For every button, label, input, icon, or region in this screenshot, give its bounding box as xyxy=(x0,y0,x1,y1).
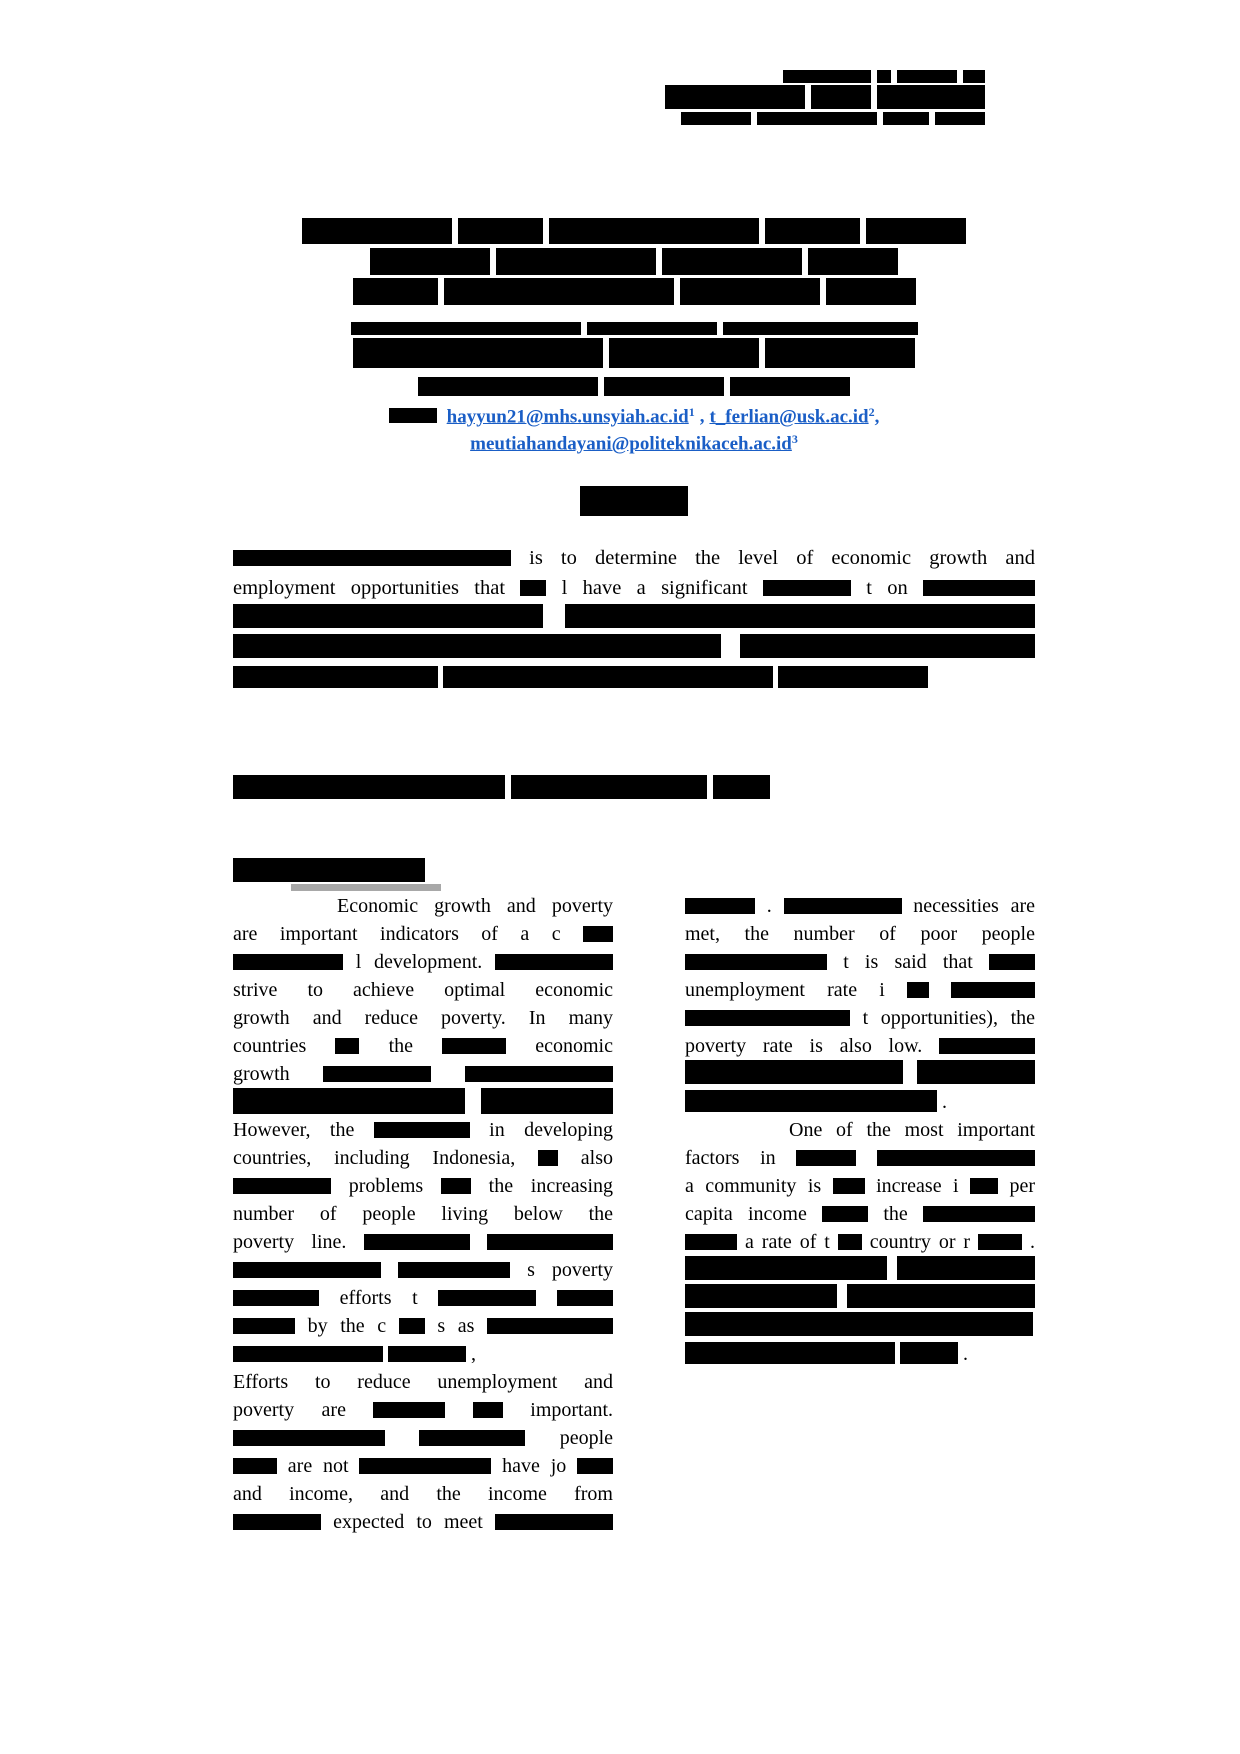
redaction-bar xyxy=(419,1430,525,1446)
text-line xyxy=(233,1060,613,1088)
redaction-bar xyxy=(418,377,598,396)
text-fragment: capita income xyxy=(685,1203,807,1225)
text-fragment: is to determine the level of economic growth and xyxy=(529,547,1035,569)
redaction-bar xyxy=(685,954,827,970)
text-fragment: are important indicators of a c xyxy=(233,923,561,945)
redaction-bar xyxy=(323,1066,431,1082)
redaction-bar xyxy=(233,1430,385,1446)
text-fragment: t opportunities), the xyxy=(862,1007,1035,1029)
text-line xyxy=(233,1004,613,1032)
redaction-row xyxy=(681,112,985,125)
text-fragment: and income, and the income from xyxy=(233,1483,613,1505)
redaction-bar xyxy=(685,898,755,914)
paper-title-redacted xyxy=(233,218,1035,305)
text-line xyxy=(233,1312,613,1340)
redaction-bar xyxy=(763,580,851,596)
keywords-redacted xyxy=(233,775,770,799)
redaction-bar xyxy=(302,218,452,244)
redaction-bar xyxy=(784,898,902,914)
redaction-bar xyxy=(233,954,343,970)
redaction-bar xyxy=(443,666,773,688)
text-fragment: Economic growth and poverty xyxy=(337,895,613,917)
redaction-bar xyxy=(538,1150,558,1166)
text-line xyxy=(685,1088,1035,1116)
redaction-bar xyxy=(233,1458,277,1474)
text-line xyxy=(685,892,1035,920)
redaction-bar xyxy=(565,604,1035,628)
text-fragment: strive to achieve optimal economic xyxy=(233,979,613,1001)
text-line xyxy=(233,1116,613,1144)
redaction-bar xyxy=(609,338,759,368)
redaction-bar xyxy=(970,1178,998,1194)
redaction-row xyxy=(233,858,425,882)
text-line xyxy=(233,663,1035,693)
redaction-bar xyxy=(458,218,543,244)
text-fragment: the xyxy=(883,1203,908,1225)
text-line xyxy=(233,1284,613,1312)
text-line xyxy=(685,976,1035,1004)
redaction-bar xyxy=(495,954,613,970)
redaction-bar xyxy=(833,1178,865,1194)
text-line xyxy=(233,1368,613,1396)
text-line xyxy=(233,976,613,1004)
text-fragment: factors in xyxy=(685,1147,776,1169)
text-line xyxy=(233,1200,613,1228)
text-fragment: One of the most important xyxy=(789,1119,1035,1141)
redaction-bar xyxy=(900,1342,958,1364)
abstract-heading-redacted xyxy=(233,486,1035,516)
text-fragment: per xyxy=(1009,1175,1035,1197)
text-fragment: have jo xyxy=(502,1455,567,1477)
redaction-bar xyxy=(495,1514,613,1530)
redaction-bar xyxy=(438,1290,536,1306)
redaction-bar xyxy=(583,926,613,942)
text-fragment: a rate of t xyxy=(744,1231,830,1253)
redaction-bar xyxy=(481,1088,613,1114)
redaction-bar xyxy=(511,775,707,799)
text-fragment: countries, including Indonesia, xyxy=(233,1147,516,1169)
text-line xyxy=(233,920,613,948)
text-fragment: , xyxy=(471,1343,476,1365)
redaction-bar xyxy=(935,112,985,125)
redaction-bar xyxy=(465,1066,613,1082)
text-line xyxy=(233,1452,613,1480)
text-line xyxy=(685,1060,1035,1088)
journal-header-redacted xyxy=(665,70,985,125)
redaction-bar xyxy=(233,604,543,628)
text-line xyxy=(685,1340,1035,1368)
text-fragment: s as xyxy=(437,1315,475,1337)
redaction-bar xyxy=(233,1514,321,1530)
text-line xyxy=(233,633,1035,663)
redaction-bar xyxy=(587,322,717,335)
email-tail: , xyxy=(874,406,880,428)
abstract-text xyxy=(233,543,1035,693)
redaction-bar xyxy=(963,70,985,83)
redaction-bar xyxy=(907,982,929,998)
author-emails xyxy=(233,399,1035,453)
redaction-row xyxy=(291,884,441,891)
redaction-bar xyxy=(233,858,425,882)
redaction-bar xyxy=(473,1402,503,1418)
text-line xyxy=(233,892,613,920)
redaction-row xyxy=(370,248,898,275)
redaction-bar xyxy=(923,1206,1035,1222)
redaction-bar xyxy=(359,1458,491,1474)
redaction-bar xyxy=(917,1060,1035,1084)
redaction-bar xyxy=(778,666,928,688)
redaction-row xyxy=(233,775,770,799)
redaction-bar xyxy=(351,322,581,335)
text-line xyxy=(233,1508,613,1536)
redaction-bar xyxy=(826,278,916,305)
redaction-bar xyxy=(923,580,1035,596)
text-fragment: l have a significant xyxy=(561,577,748,599)
redaction-bar xyxy=(353,338,603,368)
redaction-bar xyxy=(897,70,957,83)
redaction-bar xyxy=(577,1458,613,1474)
redaction-bar xyxy=(233,1346,383,1362)
redaction-bar xyxy=(685,1090,937,1112)
redaction-row xyxy=(302,218,966,244)
redaction-bar xyxy=(399,1318,425,1334)
text-line xyxy=(685,1284,1035,1312)
redaction-bar xyxy=(520,580,546,596)
email-link-2[interactable]: t_ferlian@usk.ac.id xyxy=(709,406,869,428)
text-line xyxy=(233,1088,613,1116)
text-line xyxy=(233,1480,613,1508)
redaction-bar xyxy=(877,85,985,109)
redaction-bar xyxy=(713,775,770,799)
text-fragment: expected to meet xyxy=(333,1511,483,1533)
right-column xyxy=(685,892,1035,1368)
redaction-bar xyxy=(866,218,966,244)
text-line xyxy=(685,1004,1035,1032)
redaction-bar xyxy=(233,1088,465,1114)
redaction-bar xyxy=(822,1206,868,1222)
email-link-3[interactable]: meutiahandayani@politeknikaceh.ac.id xyxy=(470,433,792,455)
text-line xyxy=(685,1312,1035,1340)
text-fragment: are not xyxy=(287,1455,349,1477)
redaction-bar xyxy=(364,1234,470,1250)
redaction-bar xyxy=(374,1122,470,1138)
redaction-bar xyxy=(685,1312,1033,1336)
text-line xyxy=(685,1200,1035,1228)
text-fragment: increase i xyxy=(876,1175,959,1197)
text-fragment: . xyxy=(942,1091,947,1113)
redaction-bar xyxy=(847,1284,1035,1308)
text-fragment: the xyxy=(388,1035,413,1057)
text-fragment: . xyxy=(963,1343,968,1365)
text-line xyxy=(685,1228,1035,1256)
text-fragment: also xyxy=(580,1147,613,1169)
text-fragment: by the c xyxy=(307,1315,387,1337)
redaction-bar xyxy=(444,278,674,305)
redaction-bar xyxy=(398,1262,510,1278)
text-fragment: growth xyxy=(233,1063,290,1085)
email-line-1 xyxy=(233,399,1035,426)
redaction-bar xyxy=(685,1284,837,1308)
redaction-bar xyxy=(877,1150,1035,1166)
redaction-bar xyxy=(335,1038,359,1054)
redaction-bar xyxy=(989,954,1035,970)
text-line xyxy=(233,573,1035,603)
redaction-row xyxy=(351,322,918,335)
text-fragment: number of people living below the xyxy=(233,1203,613,1225)
text-fragment: the increasing xyxy=(488,1175,613,1197)
redaction-row xyxy=(353,278,916,305)
text-line xyxy=(233,1340,613,1368)
authors-redacted xyxy=(233,322,1035,396)
redaction-bar xyxy=(487,1234,613,1250)
redaction-bar xyxy=(681,112,751,125)
email-superscript-2: 2 xyxy=(868,405,875,419)
text-fragment: problems xyxy=(348,1175,424,1197)
text-line xyxy=(685,920,1035,948)
redaction-bar xyxy=(662,248,802,275)
redaction-bar xyxy=(496,248,656,275)
text-line xyxy=(233,1228,613,1256)
redaction-bar xyxy=(233,1262,381,1278)
redaction-bar xyxy=(757,112,877,125)
redaction-bar xyxy=(665,85,805,109)
redaction-bar xyxy=(685,1060,903,1084)
redaction-bar xyxy=(353,278,438,305)
email-line-2 xyxy=(233,426,1035,453)
text-fragment: growth and reduce poverty. In many xyxy=(233,1007,613,1029)
redaction-bar xyxy=(680,278,820,305)
redaction-bar xyxy=(811,85,871,109)
text-fragment: . xyxy=(1030,1231,1035,1253)
email-superscript-1: 1 xyxy=(688,405,695,419)
redaction-bar xyxy=(765,218,860,244)
text-fragment: poverty xyxy=(233,1399,295,1421)
text-line xyxy=(685,1144,1035,1172)
text-fragment: economic xyxy=(535,1035,613,1057)
redaction-row xyxy=(783,70,985,83)
redaction-bar xyxy=(685,1256,887,1280)
email-separator: , xyxy=(699,406,705,428)
text-line xyxy=(685,1172,1035,1200)
redaction-bar xyxy=(808,248,898,275)
redaction-bar xyxy=(723,322,918,335)
text-line xyxy=(233,1144,613,1172)
text-fragment: poverty rate is also low. xyxy=(685,1035,923,1057)
redaction-bar xyxy=(291,884,441,891)
redaction-bar xyxy=(783,70,871,83)
text-fragment: poverty xyxy=(233,1231,295,1253)
redaction-bar xyxy=(442,1038,506,1054)
email-link-1[interactable]: hayyun21@mhs.unsyiah.ac.id xyxy=(446,406,689,428)
redaction-bar xyxy=(978,1234,1022,1250)
text-fragment: in developing xyxy=(489,1119,613,1141)
text-fragment: t on xyxy=(866,577,908,599)
redaction-bar xyxy=(685,1342,895,1364)
redaction-bar xyxy=(765,338,915,368)
text-line xyxy=(685,1116,1035,1144)
text-fragment: a community is xyxy=(685,1175,822,1197)
redaction-bar xyxy=(838,1234,862,1250)
text-line xyxy=(685,948,1035,976)
text-fragment: t is said that xyxy=(843,951,973,973)
text-fragment: efforts t xyxy=(339,1287,418,1309)
text-fragment: are xyxy=(321,1399,346,1421)
redaction-bar xyxy=(233,1290,319,1306)
redaction-bar xyxy=(685,1010,850,1026)
text-fragment: line. xyxy=(311,1231,347,1253)
text-fragment: people xyxy=(559,1427,613,1449)
redaction-bar xyxy=(233,1318,295,1334)
text-fragment: l development. xyxy=(355,951,483,973)
redaction-bar xyxy=(883,112,929,125)
redaction-bar xyxy=(951,982,1035,998)
redaction-row xyxy=(353,338,915,368)
redaction-row xyxy=(580,486,688,516)
text-fragment: s poverty xyxy=(527,1259,613,1281)
text-fragment: countries xyxy=(233,1035,307,1057)
text-line xyxy=(233,1032,613,1060)
text-fragment: Efforts to reduce unemployment and xyxy=(233,1371,613,1393)
redaction-bar xyxy=(549,218,759,244)
redaction-bar xyxy=(897,1256,1035,1280)
redaction-bar xyxy=(730,377,850,396)
redaction-bar xyxy=(370,248,490,275)
text-line xyxy=(233,1256,613,1284)
redaction-bar xyxy=(939,1038,1035,1054)
text-line xyxy=(685,1256,1035,1284)
text-fragment: However, the xyxy=(233,1119,355,1141)
redaction-bar xyxy=(233,550,511,566)
text-line xyxy=(233,1424,613,1452)
text-line xyxy=(233,543,1035,573)
text-fragment: country or r xyxy=(869,1231,971,1253)
text-line xyxy=(233,1172,613,1200)
redaction-bar xyxy=(685,1234,737,1250)
text-fragment: employment opportunities that xyxy=(233,577,506,599)
redaction-bar xyxy=(373,1402,445,1418)
email-superscript-3: 3 xyxy=(791,432,798,446)
redaction-bar xyxy=(877,70,891,83)
redaction-bar xyxy=(389,408,437,423)
text-fragment: . xyxy=(766,895,772,917)
redaction-bar xyxy=(233,634,721,658)
text-fragment: unemployment rate i xyxy=(685,979,885,1001)
text-fragment: met, the number of poor people xyxy=(685,923,1035,945)
redaction-bar xyxy=(604,377,724,396)
redaction-row xyxy=(665,85,985,109)
redaction-bar xyxy=(388,1346,466,1362)
redaction-row xyxy=(418,377,850,396)
redaction-bar xyxy=(233,1178,331,1194)
text-fragment: important. xyxy=(530,1399,613,1421)
left-column xyxy=(233,892,613,1536)
text-line xyxy=(233,603,1035,633)
text-line xyxy=(685,1032,1035,1060)
redaction-bar xyxy=(740,634,1035,658)
section-heading-redacted xyxy=(233,858,441,891)
text-line xyxy=(233,1396,613,1424)
text-line xyxy=(233,948,613,976)
redaction-bar xyxy=(557,1290,613,1306)
redaction-bar xyxy=(487,1318,613,1334)
redaction-bar xyxy=(441,1178,471,1194)
redaction-bar xyxy=(233,775,505,799)
redaction-bar xyxy=(580,486,688,516)
text-fragment: necessities are xyxy=(913,895,1035,917)
redaction-bar xyxy=(796,1150,856,1166)
redaction-bar xyxy=(233,666,438,688)
